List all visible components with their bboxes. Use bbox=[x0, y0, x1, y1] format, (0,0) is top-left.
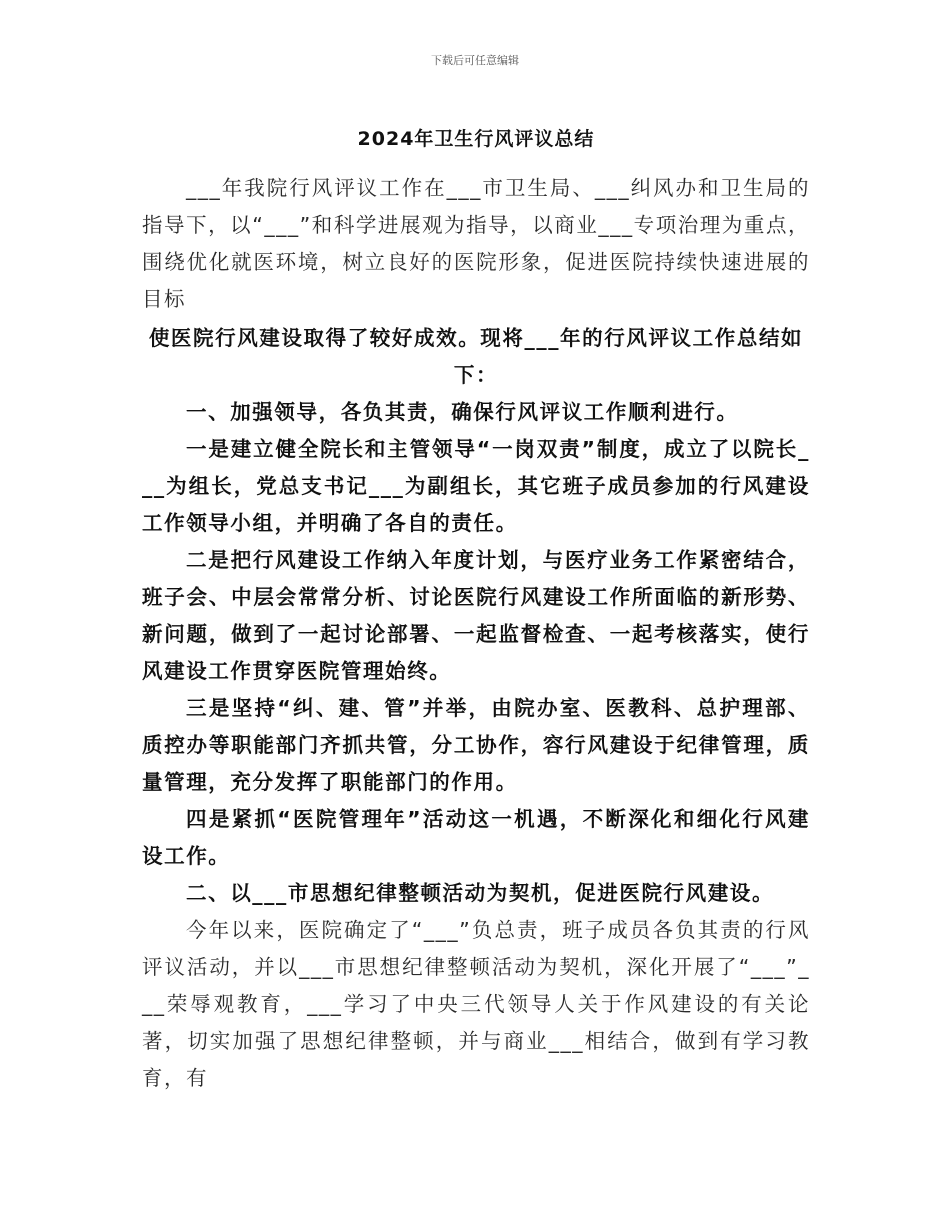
intro-paragraph: ___年我院行风评议工作在___市卫生局、___纠风办和卫生局的指导下，以“___”和科学进展观为指导，以商业___专项治理为重点，围绕优化就医环境，树立良好的医院形象，促进医院持续快速进展的目标 bbox=[142, 176, 810, 311]
section1-paragraph-2: 二是把行风建设工作纳入年度计划，与医疗业务工作紧密结合，班子会、中层会常常分析、讨论医院行风建设工作所面临的新形势、新问题，做到了一起讨论部署、一起监督检查、一起考核落实，使行风建设工作贯穿医院管理始终。 bbox=[142, 548, 810, 683]
download-note: 下载后可任意编辑 bbox=[431, 54, 519, 67]
section2-heading: 二、以___市思想纪律整顿活动为契机，促进医院行风建设。 bbox=[186, 881, 775, 905]
section2-paragraph-1: 今年以来，医院确定了“___”负总责，班子成员各负其责的行风评议活动，并以___市思想纪律整顿活动为契机，深化开展了“___”___荣辱观教育，___学习了中央三代领导人关于作风建设的有关论著，切实加强了思想纪律整顿，并与商业___相结合，做到有学习教育，有 bbox=[142, 918, 810, 1090]
section1-paragraph-4: 四是紧抓“医院管理年”活动这一机遇，不断深化和细化行风建设工作。 bbox=[142, 807, 810, 868]
summary-line: 使医院行风建设取得了较好成效。现将___年的行风评议工作总结如下： bbox=[148, 326, 804, 387]
section1-paragraph-1: 一是建立健全院长和主管领导“一岗双责”制度，成立了以院长___为组长，党总支书记___为副组长，其它班子成员参加的行风建设工作领导小组，并明确了各自的责任。 bbox=[142, 437, 810, 535]
section1-paragraph-3: 三是坚持“纠、建、管”并举，由院办室、医教科、总护理部、质控办等职能部门齐抓共管，分工协作，容行风建设于纪律管理，质量管理，充分发挥了职能部门的作用。 bbox=[142, 696, 810, 794]
section1-heading: 一、加强领导，各负其责，确保行风评议工作顺利进行。 bbox=[186, 400, 739, 424]
document-body bbox=[142, 120, 810, 1097]
document-title: 2024年卫生行风评议总结 bbox=[357, 128, 595, 150]
